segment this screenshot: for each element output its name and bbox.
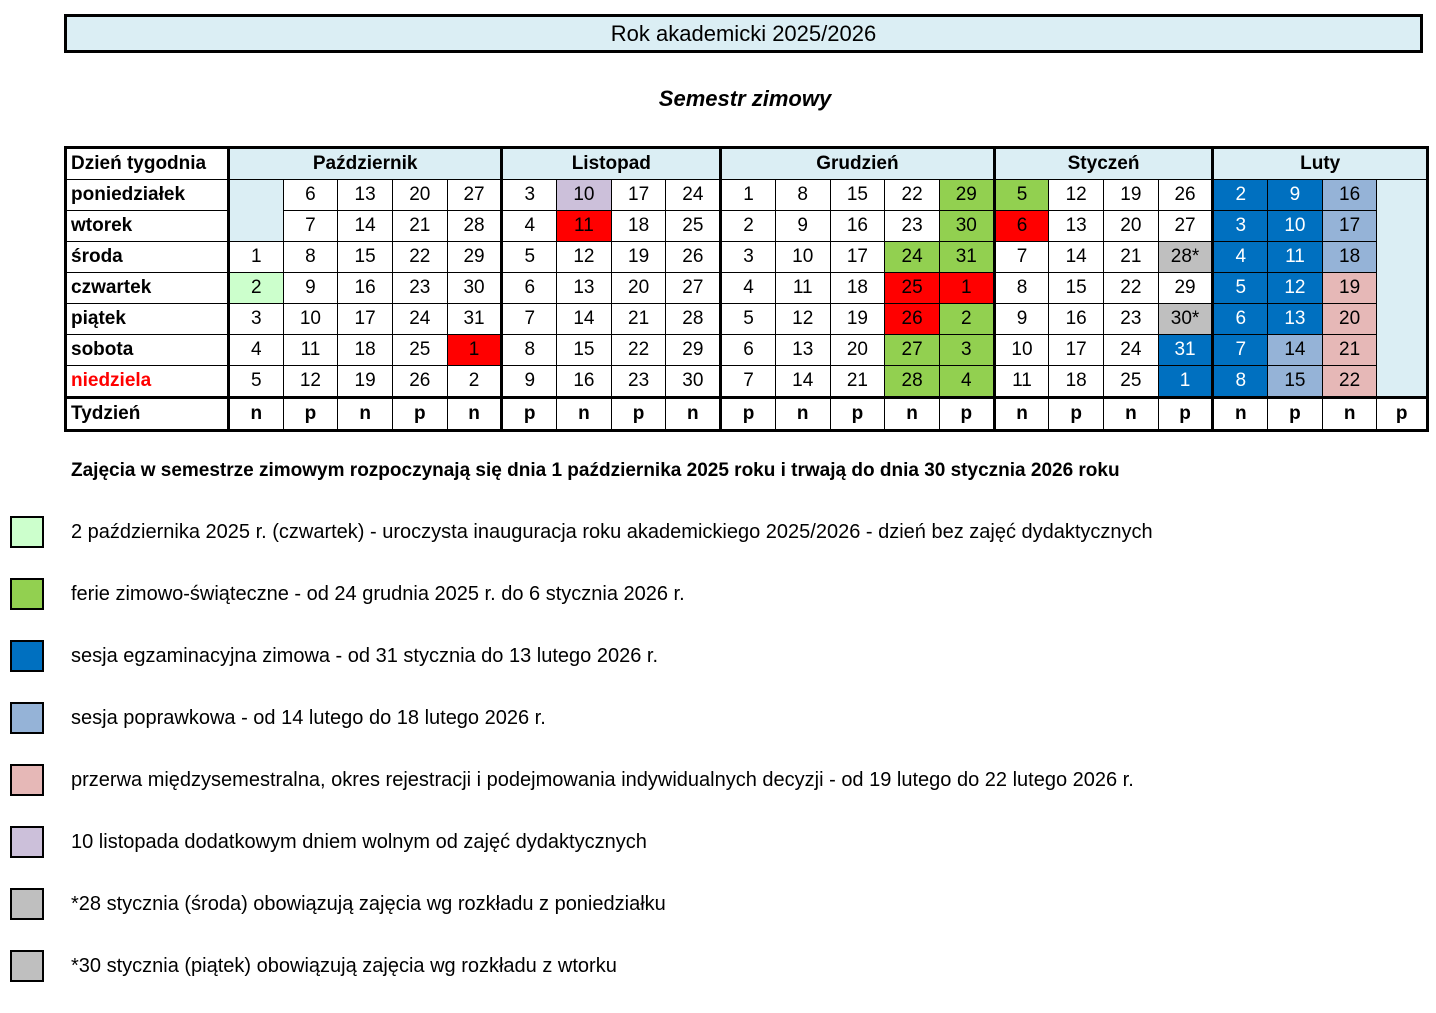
day-cell: 14: [557, 304, 612, 335]
day-cell: 17: [338, 304, 393, 335]
day-cell: 26: [666, 242, 721, 273]
semester-calendar-table: [64, 146, 1429, 432]
week-label: Tydzień: [66, 398, 229, 431]
day-cell: 9: [1268, 180, 1323, 211]
day-cell: 2: [447, 366, 502, 398]
day-cell: 28*: [1158, 242, 1213, 273]
day-cell: 21: [392, 211, 447, 242]
legend-text: sesja poprawkowa - od 14 lutego do 18 lutego 2026 r.: [71, 706, 546, 729]
weekday-label: czwartek: [66, 273, 229, 304]
day-cell: 16: [1322, 180, 1377, 211]
weekday-label: sobota: [66, 335, 229, 366]
day-cell: 2: [721, 211, 776, 242]
legend-text: 10 listopada dodatkowym dniem wolnym od zajęć dydaktycznych: [71, 830, 647, 853]
day-cell: 31: [1158, 335, 1213, 366]
day-cell: 11: [1268, 242, 1323, 273]
week-parity-cell: n: [885, 398, 940, 431]
legend-swatch: [10, 578, 44, 610]
day-cell: 17: [830, 242, 885, 273]
day-cell: 4: [939, 366, 994, 398]
legend-text: *30 stycznia (piątek) obowiązują zajęcia wg rozkładu z wtorku: [71, 954, 617, 977]
day-cell: 26: [392, 366, 447, 398]
legend-text: 2 października 2025 r. (czwartek) - uroczysta inauguracja roku akademickiego 2025/2026 - dzień bez zajęć dydaktycznych: [71, 520, 1153, 543]
day-cell: 18: [830, 273, 885, 304]
day-cell: 24: [392, 304, 447, 335]
week-parity-cell: n: [994, 398, 1049, 431]
day-cell: 5: [994, 180, 1049, 211]
day-cell: 11: [775, 273, 830, 304]
day-cell: 26: [1158, 180, 1213, 211]
legend-text: *28 stycznia (środa) obowiązują zajęcia wg rozkładu z poniedziałku: [71, 892, 666, 915]
day-cell: 23: [885, 211, 940, 242]
day-cell: 14: [338, 211, 393, 242]
day-cell: 17: [1049, 335, 1104, 366]
day-cell: 22: [611, 335, 666, 366]
legend-swatch: [10, 888, 44, 920]
week-parity-cell: p: [830, 398, 885, 431]
day-cell: 28: [447, 211, 502, 242]
day-cell: 17: [1322, 211, 1377, 242]
day-cell: 13: [1049, 211, 1104, 242]
day-cell: 18: [611, 211, 666, 242]
day-cell: 23: [611, 366, 666, 398]
week-parity-cell: p: [283, 398, 338, 431]
day-cell: 19: [1104, 180, 1159, 211]
day-cell: 1: [721, 180, 776, 211]
week-parity-cell: p: [392, 398, 447, 431]
day-cell: 13: [775, 335, 830, 366]
day-cell: 16: [338, 273, 393, 304]
day-cell: 21: [1104, 242, 1159, 273]
day-cell: 22: [1104, 273, 1159, 304]
weekday-row: [66, 335, 1428, 366]
week-parity-cell: p: [611, 398, 666, 431]
day-cell: 20: [392, 180, 447, 211]
academic-year-title: [64, 14, 1423, 53]
day-cell: 1: [228, 242, 283, 273]
day-cell: 7: [1213, 335, 1268, 366]
day-cell: 24: [885, 242, 940, 273]
week-parity-cell: n: [775, 398, 830, 431]
legend-item: [10, 886, 666, 922]
day-cell: 30*: [1158, 304, 1213, 335]
day-cell: 5: [502, 242, 557, 273]
day-cell: 5: [228, 366, 283, 398]
week-parity-cell: p: [1158, 398, 1213, 431]
week-parity-cell: p: [502, 398, 557, 431]
day-cell: 25: [1104, 366, 1159, 398]
weekday-label: środa: [66, 242, 229, 273]
day-cell: 3: [502, 180, 557, 211]
week-parity-cell: n: [1104, 398, 1159, 431]
day-cell: 2: [1213, 180, 1268, 211]
legend-swatch: [10, 826, 44, 858]
day-cell: 8: [502, 335, 557, 366]
day-cell: 6: [283, 180, 338, 211]
day-cell: 5: [1213, 273, 1268, 304]
weekday-row: [66, 273, 1428, 304]
day-cell: 1: [1158, 366, 1213, 398]
day-cell: 19: [338, 366, 393, 398]
day-cell: 30: [939, 211, 994, 242]
legend-swatch: [10, 640, 44, 672]
day-cell: 16: [557, 366, 612, 398]
week-parity-cell: p: [939, 398, 994, 431]
day-cell: 19: [830, 304, 885, 335]
week-parity-cell: n: [666, 398, 721, 431]
day-cell: 24: [1104, 335, 1159, 366]
day-cell: 27: [885, 335, 940, 366]
day-cell: 23: [1104, 304, 1159, 335]
day-cell: 16: [1049, 304, 1104, 335]
week-parity-cell: n: [1213, 398, 1268, 431]
legend-swatch: [10, 764, 44, 796]
week-parity-cell: n: [447, 398, 502, 431]
day-cell: 14: [1049, 242, 1104, 273]
day-cell: 18: [1322, 242, 1377, 273]
day-cell: 20: [1322, 304, 1377, 335]
day-cell: 23: [392, 273, 447, 304]
day-cell: 29: [447, 242, 502, 273]
legend-swatch: [10, 516, 44, 548]
day-cell: 9: [994, 304, 1049, 335]
day-cell: 25: [885, 273, 940, 304]
day-cell: 22: [885, 180, 940, 211]
day-cell: 17: [611, 180, 666, 211]
day-cell: 21: [830, 366, 885, 398]
legend-item: [10, 762, 1134, 798]
day-cell: 2: [228, 273, 283, 304]
day-cell: 10: [994, 335, 1049, 366]
day-cell: 6: [721, 335, 776, 366]
day-cell: 7: [994, 242, 1049, 273]
legend-text: sesja egzaminacyjna zimowa - od 31 stycznia do 13 lutego 2026 r.: [71, 644, 659, 667]
day-cell: 30: [666, 366, 721, 398]
weekday-row: [66, 180, 1428, 211]
day-cell: 16: [830, 211, 885, 242]
week-parity-cell: n: [228, 398, 283, 431]
day-cell: 4: [721, 273, 776, 304]
day-cell: 25: [392, 335, 447, 366]
day-cell: 6: [994, 211, 1049, 242]
week-parity-cell: n: [557, 398, 612, 431]
day-cell: 13: [338, 180, 393, 211]
day-cell: 24: [666, 180, 721, 211]
day-cell: 28: [885, 366, 940, 398]
day-cell: 6: [1213, 304, 1268, 335]
day-cell: 14: [1268, 335, 1323, 366]
weekday-header: Dzień tygodnia: [66, 148, 229, 180]
day-cell: 3: [1213, 211, 1268, 242]
day-cell: 3: [721, 242, 776, 273]
day-cell: 29: [666, 335, 721, 366]
month-header-row: [66, 148, 1428, 180]
weekday-row: [66, 242, 1428, 273]
week-parity-cell: p: [1377, 398, 1428, 431]
day-cell: 3: [228, 304, 283, 335]
day-cell: 7: [502, 304, 557, 335]
day-cell: 5: [721, 304, 776, 335]
day-cell: 31: [447, 304, 502, 335]
day-cell: 2: [939, 304, 994, 335]
day-cell: 4: [502, 211, 557, 242]
legend-swatch: [10, 702, 44, 734]
day-cell: 18: [1049, 366, 1104, 398]
day-cell: 3: [939, 335, 994, 366]
month-header: Listopad: [502, 148, 721, 180]
day-cell: 13: [1268, 304, 1323, 335]
day-cell: 27: [666, 273, 721, 304]
day-cell: 21: [1322, 335, 1377, 366]
day-cell: 15: [338, 242, 393, 273]
weekday-row: [66, 366, 1428, 398]
week-parity-cell: p: [1268, 398, 1323, 431]
legend-swatch: [10, 950, 44, 982]
semester-info: Zajęcia w semestrze zimowym rozpoczynają się dnia 1 października 2025 roku i trwają do dnia 30 stycznia 2026 roku: [71, 460, 1120, 481]
month-header: Październik: [228, 148, 501, 180]
legend-text: przerwa międzysemestralna, okres rejestracji i podejmowania indywidualnych decyzji - od 19 lutego do 22 lutego 2026 r.: [71, 768, 1134, 791]
day-cell: 27: [1158, 211, 1213, 242]
day-cell: 12: [283, 366, 338, 398]
legend-item: [10, 638, 659, 674]
day-cell: 10: [283, 304, 338, 335]
day-cell: 19: [611, 242, 666, 273]
day-cell: 12: [557, 242, 612, 273]
day-cell: 20: [830, 335, 885, 366]
day-cell: [1377, 180, 1428, 398]
day-cell: 26: [885, 304, 940, 335]
day-cell: 15: [830, 180, 885, 211]
weekday-row: [66, 304, 1428, 335]
day-cell: 11: [557, 211, 612, 242]
legend-item: [10, 514, 1153, 550]
day-cell: 15: [1049, 273, 1104, 304]
day-cell: 10: [775, 242, 830, 273]
day-cell: 11: [283, 335, 338, 366]
day-cell: 29: [939, 180, 994, 211]
legend-item: [10, 700, 546, 736]
day-cell: 22: [1322, 366, 1377, 398]
academic-year-title-text: Rok akademicki 2025/2026: [610, 20, 877, 46]
day-cell: 12: [1268, 273, 1323, 304]
day-cell: 9: [502, 366, 557, 398]
day-cell: 25: [666, 211, 721, 242]
day-cell: 4: [1213, 242, 1268, 273]
day-cell: 1: [447, 335, 502, 366]
day-cell: 20: [1104, 211, 1159, 242]
weekday-label: wtorek: [66, 211, 229, 242]
day-cell: 18: [338, 335, 393, 366]
day-cell: 12: [775, 304, 830, 335]
day-cell: 13: [557, 273, 612, 304]
day-cell: 8: [1213, 366, 1268, 398]
weekday-label: piątek: [66, 304, 229, 335]
day-cell: 1: [939, 273, 994, 304]
month-header: Grudzień: [721, 148, 994, 180]
day-cell: 21: [611, 304, 666, 335]
month-header: Styczeń: [994, 148, 1213, 180]
day-cell: 8: [283, 242, 338, 273]
week-row: [66, 398, 1428, 431]
day-cell: 28: [666, 304, 721, 335]
legend-item: [10, 948, 617, 984]
legend-item: [10, 824, 647, 860]
day-cell: 4: [228, 335, 283, 366]
day-cell: 11: [994, 366, 1049, 398]
day-cell: 10: [557, 180, 612, 211]
day-cell: 31: [939, 242, 994, 273]
day-cell: 12: [1049, 180, 1104, 211]
day-cell: 20: [611, 273, 666, 304]
semester-title: Semestr zimowy: [658, 86, 832, 111]
legend-text: ferie zimowo-świąteczne - od 24 grudnia 2025 r. do 6 stycznia 2026 r.: [71, 582, 685, 605]
day-cell: [228, 180, 283, 242]
day-cell: 27: [447, 180, 502, 211]
month-header: Luty: [1213, 148, 1428, 180]
weekday-label: niedziela: [66, 366, 229, 398]
week-parity-cell: n: [338, 398, 393, 431]
day-cell: 9: [283, 273, 338, 304]
day-cell: 10: [1268, 211, 1323, 242]
day-cell: 15: [1268, 366, 1323, 398]
week-parity-cell: n: [1322, 398, 1377, 431]
weekday-label: poniedziałek: [66, 180, 229, 211]
day-cell: 9: [775, 211, 830, 242]
day-cell: 29: [1158, 273, 1213, 304]
week-parity-cell: p: [1049, 398, 1104, 431]
day-cell: 8: [775, 180, 830, 211]
day-cell: 14: [775, 366, 830, 398]
legend-item: [10, 576, 685, 612]
week-parity-cell: p: [721, 398, 776, 431]
day-cell: 15: [557, 335, 612, 366]
day-cell: 7: [283, 211, 338, 242]
day-cell: 8: [994, 273, 1049, 304]
day-cell: 7: [721, 366, 776, 398]
day-cell: 6: [502, 273, 557, 304]
day-cell: 30: [447, 273, 502, 304]
day-cell: 19: [1322, 273, 1377, 304]
day-cell: 22: [392, 242, 447, 273]
